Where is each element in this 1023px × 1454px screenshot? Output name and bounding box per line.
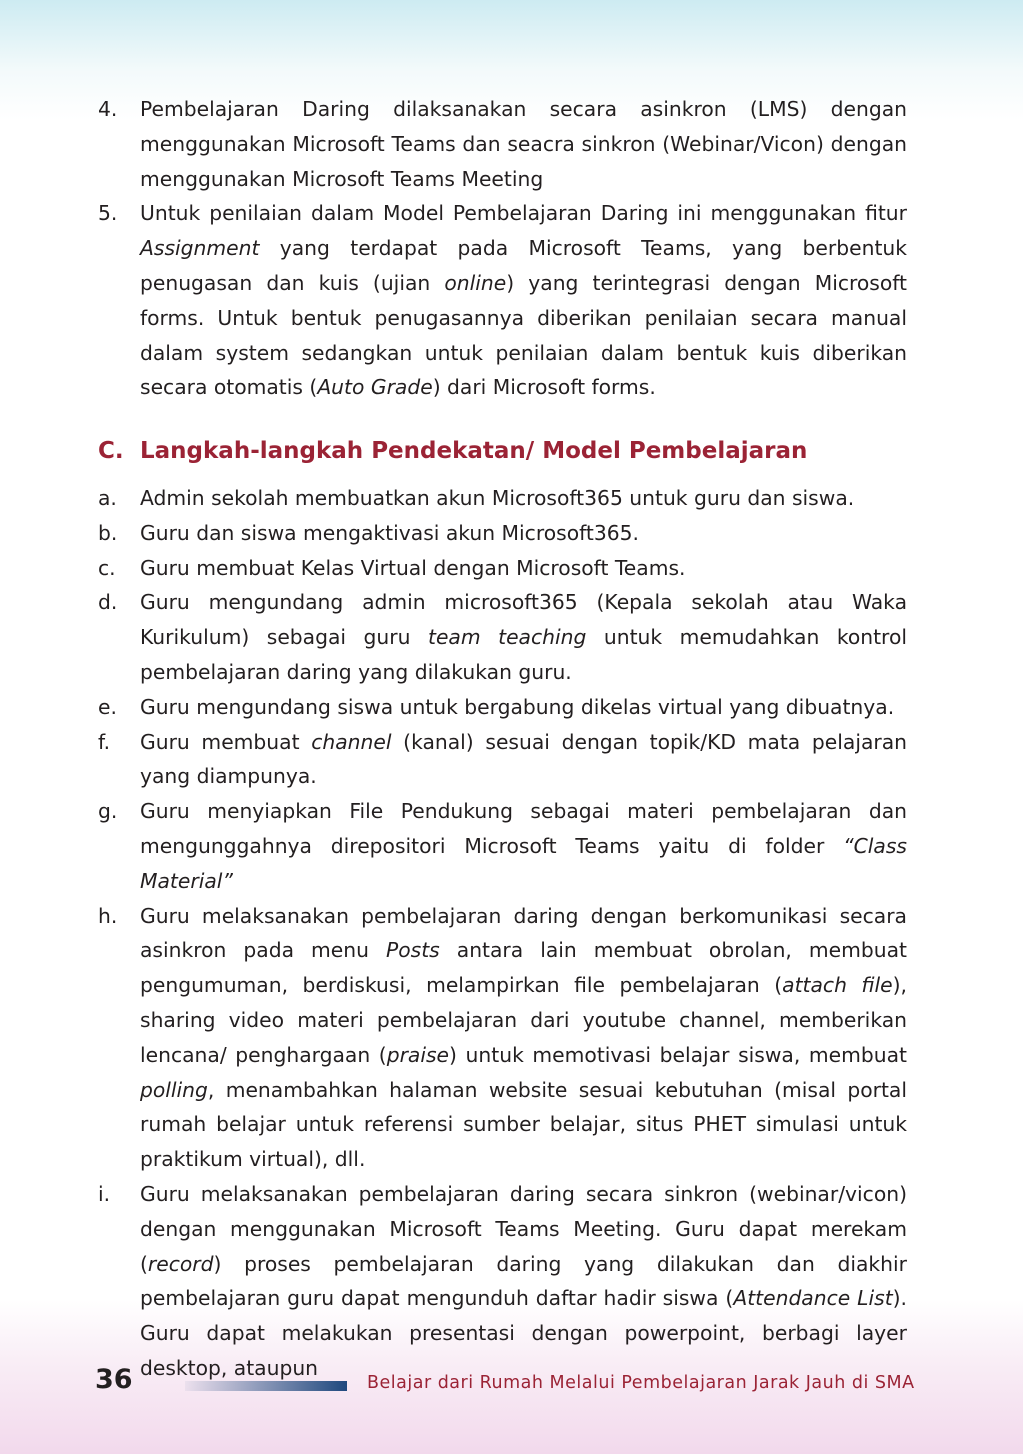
- list-item-text: [140, 899, 907, 1177]
- italic-term: team teaching: [428, 625, 587, 650]
- list-item: [0, 196, 1023, 405]
- list-item: [0, 690, 1023, 725]
- text-run: ) proses pembelajaran daring yang dilakukan dan diakhir pembelajaran guru dapat mengunduh daftar hadir siswa (: [140, 1251, 907, 1311]
- list-item-text: [140, 794, 907, 898]
- list-marker: 4.: [98, 97, 118, 121]
- list-item-text: [140, 690, 907, 725]
- list-marker: i.: [98, 1181, 111, 1206]
- list-marker: f.: [98, 729, 111, 754]
- text-run: (kanal) sesuai dengan topik/KD mata pelajaran yang diampunya.: [140, 729, 907, 789]
- text-run: ) untuk memotivasi belajar siswa, membuat: [449, 1042, 907, 1067]
- list-marker: 5.: [98, 201, 118, 226]
- section-title: Langkah-langkah Pendekatan/ Model Pembelajaran: [140, 438, 808, 464]
- list-item: [0, 516, 1023, 551]
- text-run: antara lain membuat obrolan, membuat pengumuman, berdiskusi, melampirkan file pembelajaran (: [140, 938, 907, 998]
- text-run: Guru melaksanakan pembelajaran daring dengan berkomunikasi secara asinkron pada menu: [140, 903, 907, 963]
- list-item-text: [140, 92, 907, 196]
- text-run: Guru melaksanakan pembelajaran daring secara sinkron (webinar/vicon) dengan menggunakan Microsoft Teams Meeting. Guru dapat merekam (: [140, 1181, 907, 1276]
- page-number: 36: [95, 1364, 133, 1395]
- text-run: untuk memudahkan kontrol pembelajaran daring yang dilakukan guru.: [140, 625, 907, 684]
- italic-term: Posts: [386, 938, 440, 963]
- text-run: , menambahkan halaman website sesuai kebutuhan (misal portal rumah belajar untuk referensi sumber belajar, situs PHET simulasi untuk praktikum virtual), dll.: [140, 1077, 907, 1172]
- list-item: [0, 1177, 1023, 1386]
- italic-term: Auto Grade: [317, 375, 433, 400]
- italic-term: “Class Material”: [140, 833, 907, 893]
- text-run: ), sharing video materi pembelajaran dari youtube channel, memberikan lencana/ penghargaan (: [140, 973, 907, 1067]
- text-run: ) yang terintegrasi dengan Microsoft forms. Untuk bentuk penugasannya diberikan penilaian secara manual dalam system sedangkan untuk penilaian dalam bentuk kuis diberikan secara otomatis (: [140, 270, 907, 400]
- list-item-text: [140, 481, 907, 516]
- text-run: Admin sekolah membuatkan akun Microsoft365 untuk guru dan siswa.: [140, 486, 855, 510]
- list-marker: g.: [98, 799, 118, 824]
- list-item: [0, 899, 1023, 1177]
- list-item-text: [140, 551, 907, 586]
- list-item-text: [140, 1177, 907, 1386]
- list-item: [0, 585, 1023, 689]
- section-letter: C.: [98, 438, 124, 464]
- text-run: Guru menyiapkan File Pendukung sebagai materi pembelajaran dan mengunggahnya direpositori Microsoft Teams yaitu di folder: [140, 799, 907, 858]
- italic-term: Assignment: [140, 236, 260, 261]
- list-item-text: [140, 516, 907, 551]
- list-item: [0, 725, 1023, 795]
- italic-term: attach file: [782, 973, 893, 998]
- numbered-list: [0, 92, 1023, 405]
- text-run: Guru membuat Kelas Virtual dengan Microsoft Teams.: [140, 555, 686, 580]
- text-run: Pembelajaran Daring dilaksanakan secara asinkron (LMS) dengan menggunakan Microsoft Teams dan seacra sinkron (Webinar/Vicon) dengan menggunakan Microsoft Teams Meeting: [140, 97, 907, 191]
- text-run: ). Guru dapat melakukan presentasi dengan powerpoint, berbagi layer desktop, ataupun: [140, 1286, 907, 1380]
- text-run: yang terdapat pada Microsoft Teams, yang berbentuk penugasan dan kuis (ujian: [140, 236, 907, 295]
- footer-gradient-bar: [185, 1381, 347, 1391]
- list-marker: d.: [98, 590, 118, 615]
- list-item-text: [140, 725, 907, 795]
- list-item: [0, 794, 1023, 898]
- list-marker: c.: [98, 555, 116, 580]
- list-item: [0, 481, 1023, 516]
- section-heading: [98, 434, 807, 468]
- list-marker: b.: [98, 520, 118, 545]
- text-run: Guru mengundang siswa untuk bergabung dikelas virtual yang dibuatnya.: [140, 694, 895, 719]
- steps-list: [0, 481, 1023, 1386]
- book-title: Belajar dari Rumah Melalui Pembelajaran Jarak Jauh di SMA: [367, 1373, 915, 1393]
- text-run: Guru membuat: [140, 729, 312, 754]
- italic-term: polling: [140, 1077, 208, 1102]
- list-item: [0, 92, 1023, 196]
- list-marker: h.: [98, 903, 118, 928]
- list-marker: e.: [98, 694, 117, 719]
- text-run: Untuk penilaian dalam Model Pembelajaran Daring ini menggunakan fitur: [140, 201, 907, 226]
- italic-term: online: [444, 270, 507, 295]
- text-run: Guru dan siswa mengaktivasi akun Microsoft365.: [140, 520, 639, 545]
- list-marker: a.: [98, 486, 117, 510]
- list-item: [0, 551, 1023, 586]
- italic-term: record: [147, 1251, 214, 1276]
- italic-term: Attendance List: [733, 1286, 893, 1311]
- italic-term: channel: [311, 729, 392, 754]
- list-item-text: [140, 196, 907, 405]
- list-item-text: [140, 585, 907, 689]
- text-run: Guru mengundang admin microsoft365 (Kepala sekolah atau Waka Kurikulum) sebagai guru: [140, 590, 907, 650]
- text-run: ) dari Microsoft forms.: [432, 375, 656, 400]
- italic-term: praise: [386, 1042, 450, 1067]
